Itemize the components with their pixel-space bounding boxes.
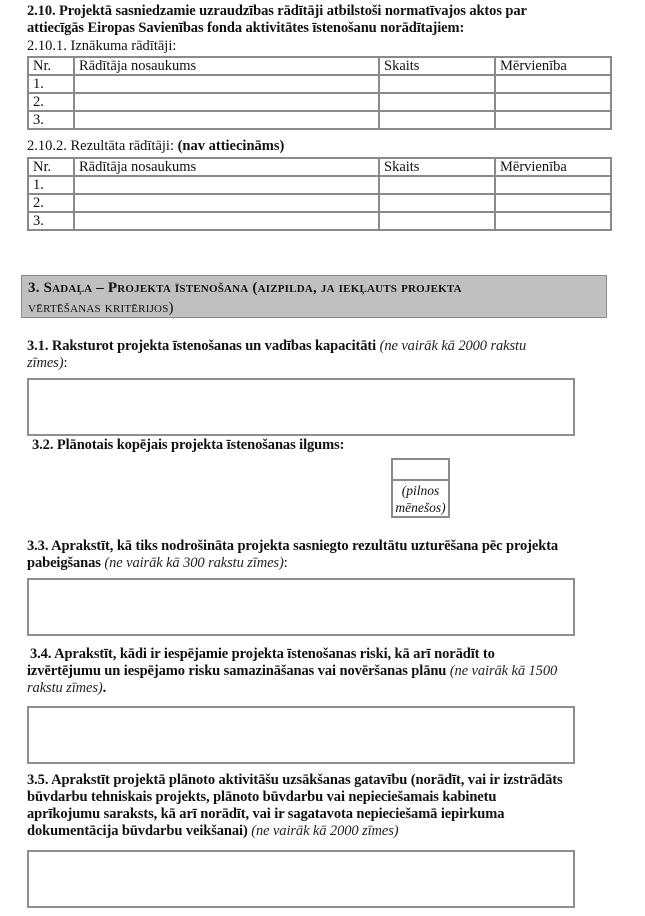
question-3-3-suffix: : [283,555,288,571]
row-number: 2. [28,194,74,212]
column-header-count: Skaits [379,57,495,75]
table-row [28,111,611,129]
indicator-unit-cell[interactable] [495,111,611,129]
indicator-name-cell[interactable] [74,93,379,111]
section-2-10-title [27,3,637,37]
question-3-1-label [27,338,617,372]
duration-months-input[interactable] [393,460,448,481]
indicator-name-cell[interactable] [74,194,379,212]
question-3-4-hint-line1: (ne vairāk kā 1500 [449,663,558,679]
column-header-count: Skaits [379,158,495,176]
question-3-3-label [27,538,637,572]
row-number: 1. [28,75,74,93]
result-indicators-label [27,138,284,155]
result-indicators-label-text: 2.10.2. Rezultāta rādītāji: [27,138,178,154]
question-3-5-title-line3: aprīkojumu saraksts, kā arī norādīt, vai ir sagatavota nepieciešamā iepirkuma [27,806,505,822]
column-header-name: Rādītāja nosaukums [74,57,379,75]
column-header-nr: Nr. [28,57,74,75]
indicator-count-cell[interactable] [379,176,495,194]
indicator-name-cell[interactable] [74,212,379,230]
indicator-name-cell[interactable] [74,111,379,129]
section-3-header [21,275,607,318]
table-row [28,212,611,230]
question-3-3-hint: (ne vairāk kā 300 rakstu zīmes) [104,555,284,571]
column-header-name: Rādītāja nosaukums [74,158,379,176]
question-3-4-hint-line2: rakstu zīmes) [27,680,103,696]
question-3-4-label [27,646,640,697]
row-number: 3. [28,111,74,129]
indicator-count-cell[interactable] [379,93,495,111]
question-3-5-title-line2: būvdarbu tehniskais projekts, plānoto būvdarbu vai nepieciešamais kabinetu [27,789,497,805]
question-3-5-label [27,772,642,840]
question-3-3-title-line1: 3.3. Aprakstīt, kā tiks nodrošināta projekta sasniegto rezultātu uzturēšana pēc projekta [27,538,559,554]
column-header-unit: Mērvienība [495,57,611,75]
indicator-unit-cell[interactable] [495,75,611,93]
table-row [28,75,611,93]
question-3-3-title-line2: pabeigšanas [27,555,105,571]
table-header-row [28,57,611,75]
question-3-4-textarea[interactable] [27,706,575,764]
indicator-name-cell[interactable] [74,176,379,194]
table-row [28,93,611,111]
indicator-unit-cell[interactable] [495,176,611,194]
question-3-1-suffix: : [63,355,68,371]
column-header-nr: Nr. [28,158,74,176]
duration-unit-line2: mēnešos) [395,500,446,515]
output-indicators-table [27,56,612,130]
question-3-1-textarea[interactable] [27,378,575,436]
indicator-count-cell[interactable] [379,111,495,129]
row-number: 1. [28,176,74,194]
result-indicators-table [27,157,612,231]
question-3-3-textarea[interactable] [27,578,575,636]
table-header-row [28,158,611,176]
question-3-1-title: 3.1. Raksturot projekta īstenošanas un vadības kapacitāti [27,338,380,354]
indicator-name-cell[interactable] [74,75,379,93]
question-3-2-title: 3.2. Plānotais kopējais projekta īstenošanas ilgums: [32,437,345,453]
section-3-header-line1: 3. Sadaļa – Projekta īstenošana (aizpilda, ja iekļauts projekta [28,280,462,296]
indicator-count-cell[interactable] [379,194,495,212]
not-applicable-note: (nav attiecināms) [177,138,285,154]
question-3-4-suffix: . [102,680,107,696]
question-3-5-hint: (ne vairāk kā 2000 zīmes) [251,823,399,839]
column-header-unit: Mērvienība [495,158,611,176]
question-3-4-title-line1: 3.4. Aprakstīt, kādi ir iespējamie projekta īstenošanas riski, kā arī norādīt to [30,646,495,662]
question-3-5-textarea[interactable] [27,850,575,908]
row-number: 3. [28,212,74,230]
section-3-header-line2: vērtēšanas kritērijos) [28,300,174,316]
section-2-10-title-line1: 2.10. Projektā sasniedzamie uzraudzības rādītāji atbilstoši normatīvajos aktos par [27,3,527,19]
question-3-1-hint-line1: (ne vairāk kā 2000 rakstu [379,338,527,354]
indicator-unit-cell[interactable] [495,93,611,111]
question-3-5-title-line1: 3.5. Aprakstīt projektā plānoto aktivitāšu uzsākšanas gatavību (norādīt, vai ir izstrādāts [27,772,563,788]
indicator-unit-cell[interactable] [495,194,611,212]
duration-unit-label [393,481,448,516]
indicator-unit-cell[interactable] [495,212,611,230]
indicator-count-cell[interactable] [379,75,495,93]
table-row [28,176,611,194]
question-3-4-title-line2: izvērtējumu un iespējamo risku samazināšanas vai novēršanas plānu [27,663,450,679]
question-3-5-title-line4: dokumentācija būvdarbu veikšanai) [27,823,252,839]
duration-field [391,458,450,518]
question-3-1-hint-line2: zīmes) [27,355,64,371]
row-number: 2. [28,93,74,111]
duration-unit-line1: (pilnos [401,483,440,498]
indicator-count-cell[interactable] [379,212,495,230]
table-row [28,194,611,212]
section-2-10-title-line2: attiecīgās Eiropas Savienības fonda aktivitātes īstenošanu norādītajiem: [27,20,465,36]
output-indicators-label: 2.10.1. Iznākuma rādītāji: [27,38,177,54]
